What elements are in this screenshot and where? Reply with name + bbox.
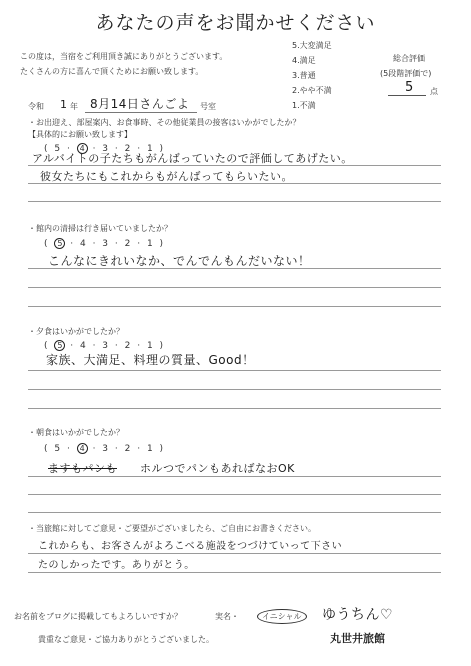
answer-rule xyxy=(28,165,441,166)
date-underline xyxy=(85,112,197,113)
rating-option: 2 xyxy=(124,341,133,351)
rating-option-selected: 4 xyxy=(77,443,88,454)
overall-underline xyxy=(388,95,426,96)
rating-option: 2 xyxy=(124,144,133,154)
answer-feedback-line-2: たのしかったです。ありがとう。 xyxy=(38,560,195,571)
question-breakfast: ・朝食はいかがでしたか？ xyxy=(28,428,124,437)
date-year-unit: 年 xyxy=(70,102,78,111)
real-name-option: 実名・ xyxy=(215,612,239,621)
scale-item: 3.普通 xyxy=(292,71,316,80)
question-feedback: ・当旅館に対してご意見・ご要望がございましたら、ご自由にお書きください。 xyxy=(28,524,316,533)
rating-option: 1 xyxy=(146,444,155,454)
answer-rule xyxy=(28,494,441,495)
inn-name: 丸世井旅館 xyxy=(330,632,385,645)
intro-line-2: たくさんの方に喜んで頂くためにお願い致します。 xyxy=(20,67,204,76)
answer-rule xyxy=(28,370,441,371)
rating-option: 2 xyxy=(124,444,133,454)
answer-breakfast: ホルつでパンもあればなおOK xyxy=(140,462,295,475)
answer-service-line-2: 彼女たちにもこれからもがんばってもらいたい。 xyxy=(40,170,293,183)
initial-option-selected: イニシャル xyxy=(257,609,307,624)
intro-line-1: この度は，当宿をご利用頂き誠にありがとうございます。 xyxy=(20,52,228,61)
overall-score: 5 xyxy=(405,80,414,95)
rating-breakfast: ( 5 · 4 · 3 · 2 · 1 ) xyxy=(44,444,166,454)
signature: ゆうちん♡ xyxy=(322,607,394,623)
question-dinner: ・夕食はいかがでしたか？ xyxy=(28,327,124,336)
rating-option: 3 xyxy=(102,239,111,249)
rating-scale-legend xyxy=(292,40,332,115)
rating-dinner: ( 5 · 4 · 3 · 2 · 1 ) xyxy=(44,341,166,351)
rating-option: 1 xyxy=(146,239,155,249)
rating-option-selected: 5 xyxy=(54,238,65,249)
rating-option: 4 xyxy=(79,341,88,351)
answer-service-line-1: アルバイトの子たちもがんばっていたので評価してあげたい。 xyxy=(32,152,353,165)
answer-rule xyxy=(28,476,441,477)
answer-rule xyxy=(28,183,441,184)
scale-item: 5.大変満足 xyxy=(292,41,332,50)
rating-option: 5 xyxy=(54,144,63,154)
answer-rule xyxy=(28,553,441,554)
answer-rule xyxy=(28,268,441,269)
rating-option: 3 xyxy=(102,444,111,454)
answer-rule xyxy=(28,572,441,573)
rating-option: 4 xyxy=(79,239,88,249)
date-era: 令和 xyxy=(28,102,44,111)
answer-rule xyxy=(28,201,441,202)
overall-note: (5段階評価で) xyxy=(380,69,432,78)
form-title: あなたの声をお聞かせください xyxy=(95,12,376,34)
question-service-sub: 【具体的にお願い致します】 xyxy=(28,130,132,139)
answer-dinner: 家族、大満足、料理の質量、Good！ xyxy=(46,353,255,367)
scale-item: 1.不満 xyxy=(292,101,316,110)
question-cleaning: ・館内の清掃は行き届いていましたか？ xyxy=(28,224,172,233)
rating-option: 5 xyxy=(54,444,63,454)
answer-rule xyxy=(28,408,441,409)
answer-rule xyxy=(28,306,441,307)
thanks-message: 貴重なご意見・ご協力ありがとうございました。 xyxy=(38,635,214,644)
question-service: ・お出迎え、部屋案内、お食事時、その他従業員の接客はいかがでしたか？ xyxy=(28,118,301,127)
rating-option-selected: 4 xyxy=(77,143,88,154)
answer-rule xyxy=(28,287,441,288)
scale-item: 2.やや不満 xyxy=(292,86,332,95)
answer-feedback-line-1: これからも、お客さんがよろこべる施設をつづけていって下さい xyxy=(38,541,343,552)
rating-service: ( 5 · 4 · 3 · 2 · 1 ) xyxy=(44,144,166,154)
answer-rule xyxy=(28,389,441,390)
scale-item: 4.満足 xyxy=(292,56,316,65)
date-handwritten: 8月14日さんごよ xyxy=(90,97,190,111)
rating-option: 1 xyxy=(146,144,155,154)
blog-question: お名前をブログに掲載してもよろしいですか？ xyxy=(14,612,182,621)
rating-option: 1 xyxy=(146,341,155,351)
rating-option: 3 xyxy=(102,341,111,351)
answer-breakfast-struck: ますもパンも xyxy=(48,462,117,475)
rating-option: 2 xyxy=(124,239,133,249)
overall-label: 総合評価 xyxy=(393,54,425,63)
answer-cleaning: こんなにきれいなか、でんでんもんだいない！ xyxy=(48,254,311,268)
overall-unit: 点 xyxy=(430,87,438,96)
room-unit: 号室 xyxy=(200,102,216,111)
answer-rule xyxy=(28,512,441,513)
rating-cleaning: ( 5 · 4 · 3 · 2 · 1 ) xyxy=(44,239,166,249)
date-year: 1 xyxy=(60,98,68,111)
rating-option-selected: 5 xyxy=(54,340,65,351)
rating-option: 3 xyxy=(102,144,111,154)
